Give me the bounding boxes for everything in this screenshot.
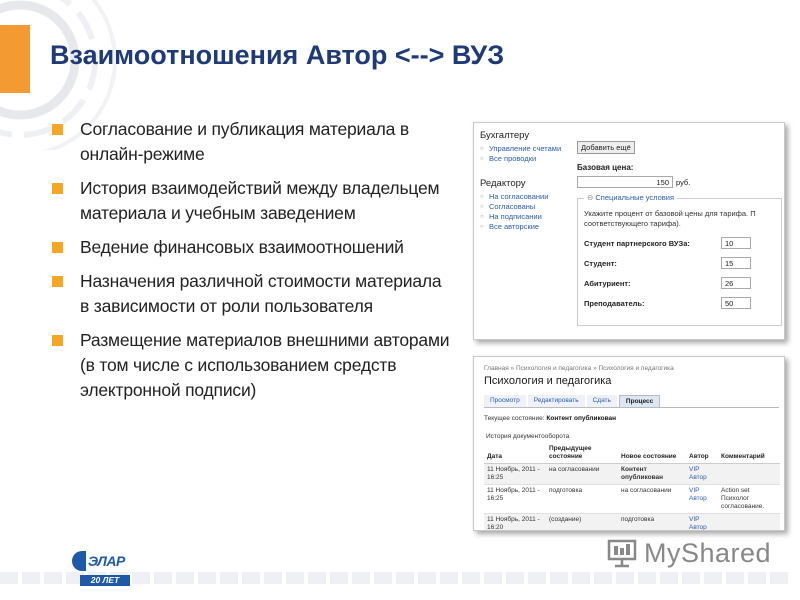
special-conditions-fieldset xyxy=(577,193,782,326)
table-row xyxy=(484,514,780,532)
rate-row xyxy=(584,297,775,309)
bullet-marker xyxy=(52,242,63,253)
slide-title: Взаимоотношения Автор <--> ВУЗ xyxy=(50,40,505,70)
bullet-marker xyxy=(52,124,63,135)
base-price-input[interactable]: 150 xyxy=(577,176,673,188)
tab-submit[interactable]: Сдать xyxy=(587,395,617,407)
special-conditions-description: Укажите процент от базовой цены для тарифа. П соответствующего тарифа). xyxy=(584,209,756,228)
bullet-item: Ведение финансовых взаимоотношений xyxy=(50,235,450,260)
rate-input-teacher[interactable]: 50 xyxy=(721,297,751,309)
sidebar-link-signing[interactable]: ○ На подписании xyxy=(480,212,566,222)
history-label: История документооборота xyxy=(486,433,570,440)
currency-label: руб. xyxy=(676,177,691,187)
rate-input-applicant[interactable]: 26 xyxy=(721,277,751,289)
tab-edit[interactable]: Редактировать xyxy=(528,395,585,407)
logo-name: ЭЛАР xyxy=(88,553,125,569)
bullet-item: Согласование и публикация материала в онлайн-режиме xyxy=(50,117,450,167)
bullet-item: Размещение материалов внешними авторами (в том числе с использованием средств электронной подписи) xyxy=(50,328,450,403)
cell-new-state: Контент опубликован xyxy=(618,464,686,485)
rate-input-student[interactable]: 15 xyxy=(721,257,751,269)
cell-new-state: подготовка xyxy=(618,514,686,532)
accountant-heading: Бухгалтеру xyxy=(480,130,530,141)
sidebar-link-pending-approval[interactable]: ○ На согласовании xyxy=(480,192,566,202)
column-header: Комментарий xyxy=(718,443,780,464)
current-state-label: Текущее состояние: xyxy=(484,415,545,422)
cell-author[interactable]: VIP Автор xyxy=(686,485,718,514)
cell-prev-state: на согласовании xyxy=(546,464,618,485)
sidebar xyxy=(480,127,566,232)
rate-label: Студент: xyxy=(584,258,617,268)
cell-date: 11 Ноябрь, 2011 - 16:25 xyxy=(484,464,546,485)
table-row xyxy=(484,464,780,485)
bullet-marker xyxy=(52,276,63,287)
cell-date: 11 Ноябрь, 2011 - 16:25 xyxy=(484,485,546,514)
table-row xyxy=(484,485,780,514)
column-header: Новое состояние xyxy=(618,443,686,464)
bullet-list xyxy=(50,117,450,412)
sidebar-link-all-transactions[interactable]: ○ Все проводки xyxy=(480,154,566,164)
editor-heading: Редактору xyxy=(480,178,526,189)
current-state xyxy=(484,415,616,422)
pricing-screenshot xyxy=(473,122,785,340)
rate-row xyxy=(584,257,775,269)
logo-anniversary: 20 ЛЕТ xyxy=(80,575,130,586)
sidebar-link-manage-accounts[interactable]: ○ Управление счетами xyxy=(480,144,566,154)
tab-view[interactable]: Просмотр xyxy=(484,395,526,407)
cell-author[interactable]: VIP Автор xyxy=(686,514,718,532)
cell-author[interactable]: VIP Автор xyxy=(686,464,718,485)
rate-label: Преподаватель: xyxy=(584,298,645,308)
bullet-marker xyxy=(52,183,63,194)
breadcrumb[interactable]: Главная » Психология и педагогика » Психология и педагогика xyxy=(484,365,674,372)
column-header: Автор xyxy=(686,443,718,464)
company-logo xyxy=(72,549,134,587)
base-price-label: Базовая цена: xyxy=(577,163,634,172)
collapse-icon: ⊖ xyxy=(587,193,596,202)
rate-label: Абитуриент: xyxy=(584,278,631,288)
bullet-item: История взаимодействий между владельцем материала и учебным заведением xyxy=(50,176,450,226)
watermark xyxy=(606,535,771,571)
presentation-board-icon xyxy=(606,538,638,568)
history-table xyxy=(484,443,780,531)
accent-tab xyxy=(0,25,30,93)
column-header: Дата xyxy=(484,443,546,464)
table-header-row xyxy=(484,443,780,464)
logo-mark-icon xyxy=(72,551,86,571)
rate-input-partner-student[interactable]: 10 xyxy=(721,237,751,249)
workflow-screenshot xyxy=(473,356,785,531)
rate-label: Студент партнерского ВУЗа: xyxy=(584,238,690,248)
cell-comment xyxy=(718,514,780,532)
cell-comment xyxy=(718,464,780,485)
tab-bar xyxy=(484,395,779,408)
current-state-value: Контент опубликован xyxy=(546,415,617,422)
add-more-button[interactable]: Добавить ещё xyxy=(577,141,635,154)
sidebar-link-approved[interactable]: ○ Согласованы xyxy=(480,202,566,212)
watermark-text: MyShared xyxy=(644,537,772,568)
column-header: Предыдущее состояние xyxy=(546,443,618,464)
cell-comment: Action set Психолог согласование. xyxy=(718,485,780,514)
cell-prev-state: (создание) xyxy=(546,514,618,532)
special-conditions-legend[interactable]: ⊖ Специальные условия xyxy=(584,193,677,202)
page-title: Психология и педагогика xyxy=(484,375,612,387)
cell-prev-state: подготовка xyxy=(546,485,618,514)
cell-date: 11 Ноябрь, 2011 - 16:20 xyxy=(484,514,546,532)
pricing-form xyxy=(577,127,782,326)
sidebar-link-all-authored[interactable]: ○ Все авторские xyxy=(480,222,566,232)
tab-process[interactable]: Процесс xyxy=(619,395,660,407)
bullet-marker xyxy=(52,335,63,346)
cell-new-state: на согласовании xyxy=(618,485,686,514)
rate-row xyxy=(584,277,775,289)
bullet-item: Назначения различной стоимости материала в зависимости от роли пользователя xyxy=(50,269,450,319)
rate-row xyxy=(584,237,775,249)
